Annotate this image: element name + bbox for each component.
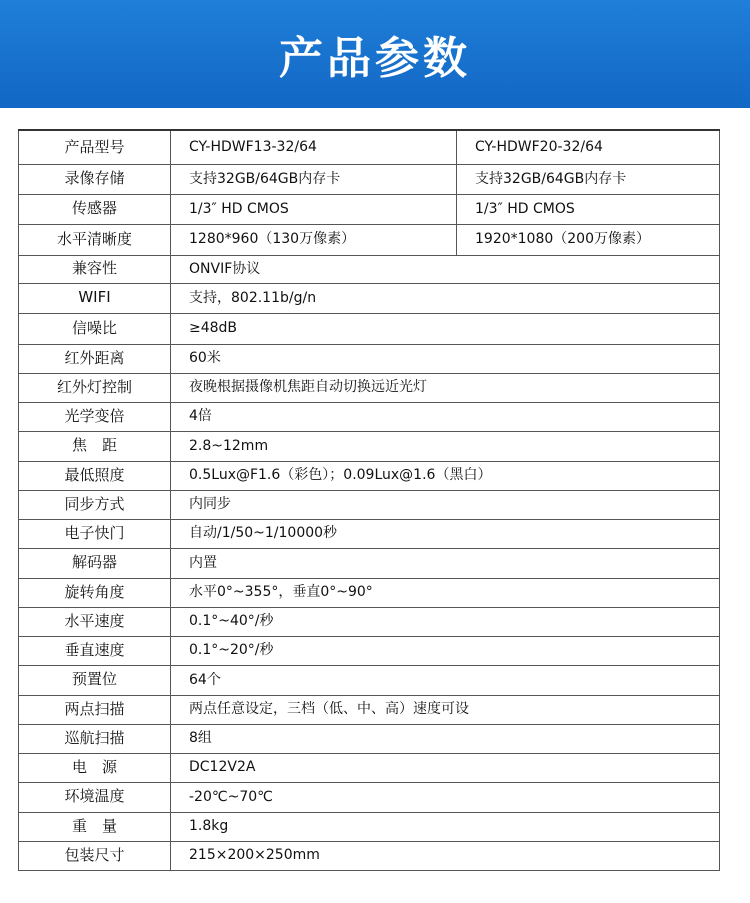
spec-row <box>19 578 720 607</box>
spec-value: 内同步 <box>171 490 720 519</box>
spec-label: 两点扫描 <box>19 695 171 724</box>
spec-label: 旋转角度 <box>19 578 171 607</box>
spec-value: 215×200×250mm <box>171 841 720 870</box>
spec-row <box>19 344 720 373</box>
spec-label: 光学变倍 <box>19 402 171 431</box>
spec-value-model-a: CY-HDWF13-32/64 <box>171 130 457 164</box>
spec-row <box>19 490 720 519</box>
spec-value: 两点任意设定，三档（低、中、高）速度可设 <box>171 695 720 724</box>
spec-value: 支持，802.11b/g/n <box>171 283 720 313</box>
spec-table <box>18 129 720 871</box>
spec-value: 8组 <box>171 724 720 753</box>
spec-row <box>19 164 720 194</box>
spec-row <box>19 753 720 782</box>
spec-row <box>19 724 720 753</box>
spec-value: 0.5Lux@F1.6（彩色）；0.09Lux@1.6（黑白） <box>171 461 720 490</box>
spec-value-model-a: 支持32GB/64GB内存卡 <box>171 164 457 194</box>
spec-row <box>19 636 720 665</box>
spec-row <box>19 519 720 548</box>
spec-row <box>19 665 720 695</box>
spec-value: 自动/1/50~1/10000秒 <box>171 519 720 548</box>
spec-label: 兼容性 <box>19 255 171 283</box>
spec-row <box>19 548 720 578</box>
spec-label: 电子快门 <box>19 519 171 548</box>
spec-row <box>19 607 720 636</box>
spec-row <box>19 224 720 255</box>
spec-value: 2.8~12mm <box>171 431 720 461</box>
spec-label: 产品型号 <box>19 130 171 164</box>
spec-row <box>19 402 720 431</box>
spec-label: WIFI <box>19 283 171 313</box>
spec-row <box>19 255 720 283</box>
spec-value: DC12V2A <box>171 753 720 782</box>
spec-row <box>19 373 720 402</box>
spec-label: 预置位 <box>19 665 171 695</box>
spec-value: ONVIF协议 <box>171 255 720 283</box>
spec-row <box>19 313 720 344</box>
spec-value: 0.1°~20°/秒 <box>171 636 720 665</box>
spec-row <box>19 194 720 224</box>
spec-value: 60米 <box>171 344 720 373</box>
spec-value: ≥48dB <box>171 313 720 344</box>
spec-value-model-b: 1/3″ HD CMOS <box>457 194 720 224</box>
spec-label: 红外距离 <box>19 344 171 373</box>
spec-label: 信噪比 <box>19 313 171 344</box>
spec-row <box>19 130 720 164</box>
spec-value: 1.8kg <box>171 812 720 841</box>
spec-row <box>19 283 720 313</box>
spec-value: 内置 <box>171 548 720 578</box>
spec-label: 垂直速度 <box>19 636 171 665</box>
spec-value: 夜晚根据摄像机焦距自动切换远近光灯 <box>171 373 720 402</box>
spec-label: 巡航扫描 <box>19 724 171 753</box>
spec-row <box>19 461 720 490</box>
spec-row <box>19 431 720 461</box>
spec-label: 红外灯控制 <box>19 373 171 402</box>
header-banner <box>0 0 750 108</box>
spec-label: 电 源 <box>19 753 171 782</box>
spec-label: 包装尺寸 <box>19 841 171 870</box>
spec-label: 环境温度 <box>19 782 171 812</box>
spec-label: 解码器 <box>19 548 171 578</box>
spec-row <box>19 782 720 812</box>
spec-label: 焦 距 <box>19 431 171 461</box>
spec-label: 重 量 <box>19 812 171 841</box>
spec-label: 最低照度 <box>19 461 171 490</box>
spec-value: -20℃~70℃ <box>171 782 720 812</box>
spec-value: 水平0°~355°，垂直0°~90° <box>171 578 720 607</box>
spec-label: 同步方式 <box>19 490 171 519</box>
spec-row <box>19 812 720 841</box>
spec-label: 水平清晰度 <box>19 224 171 255</box>
spec-value-model-b: 支持32GB/64GB内存卡 <box>457 164 720 194</box>
spec-label: 录像存储 <box>19 164 171 194</box>
spec-label: 传感器 <box>19 194 171 224</box>
spec-row <box>19 841 720 870</box>
spec-label: 水平速度 <box>19 607 171 636</box>
spec-value-model-a: 1/3″ HD CMOS <box>171 194 457 224</box>
spec-value-model-b: CY-HDWF20-32/64 <box>457 130 720 164</box>
page-title: 产品参数 <box>279 33 471 84</box>
spec-value-model-b: 1920*1080（200万像素） <box>457 224 720 255</box>
spec-value-model-a: 1280*960（130万像素） <box>171 224 457 255</box>
spec-value: 4倍 <box>171 402 720 431</box>
spec-value: 0.1°~40°/秒 <box>171 607 720 636</box>
spec-row <box>19 695 720 724</box>
spec-value: 64个 <box>171 665 720 695</box>
